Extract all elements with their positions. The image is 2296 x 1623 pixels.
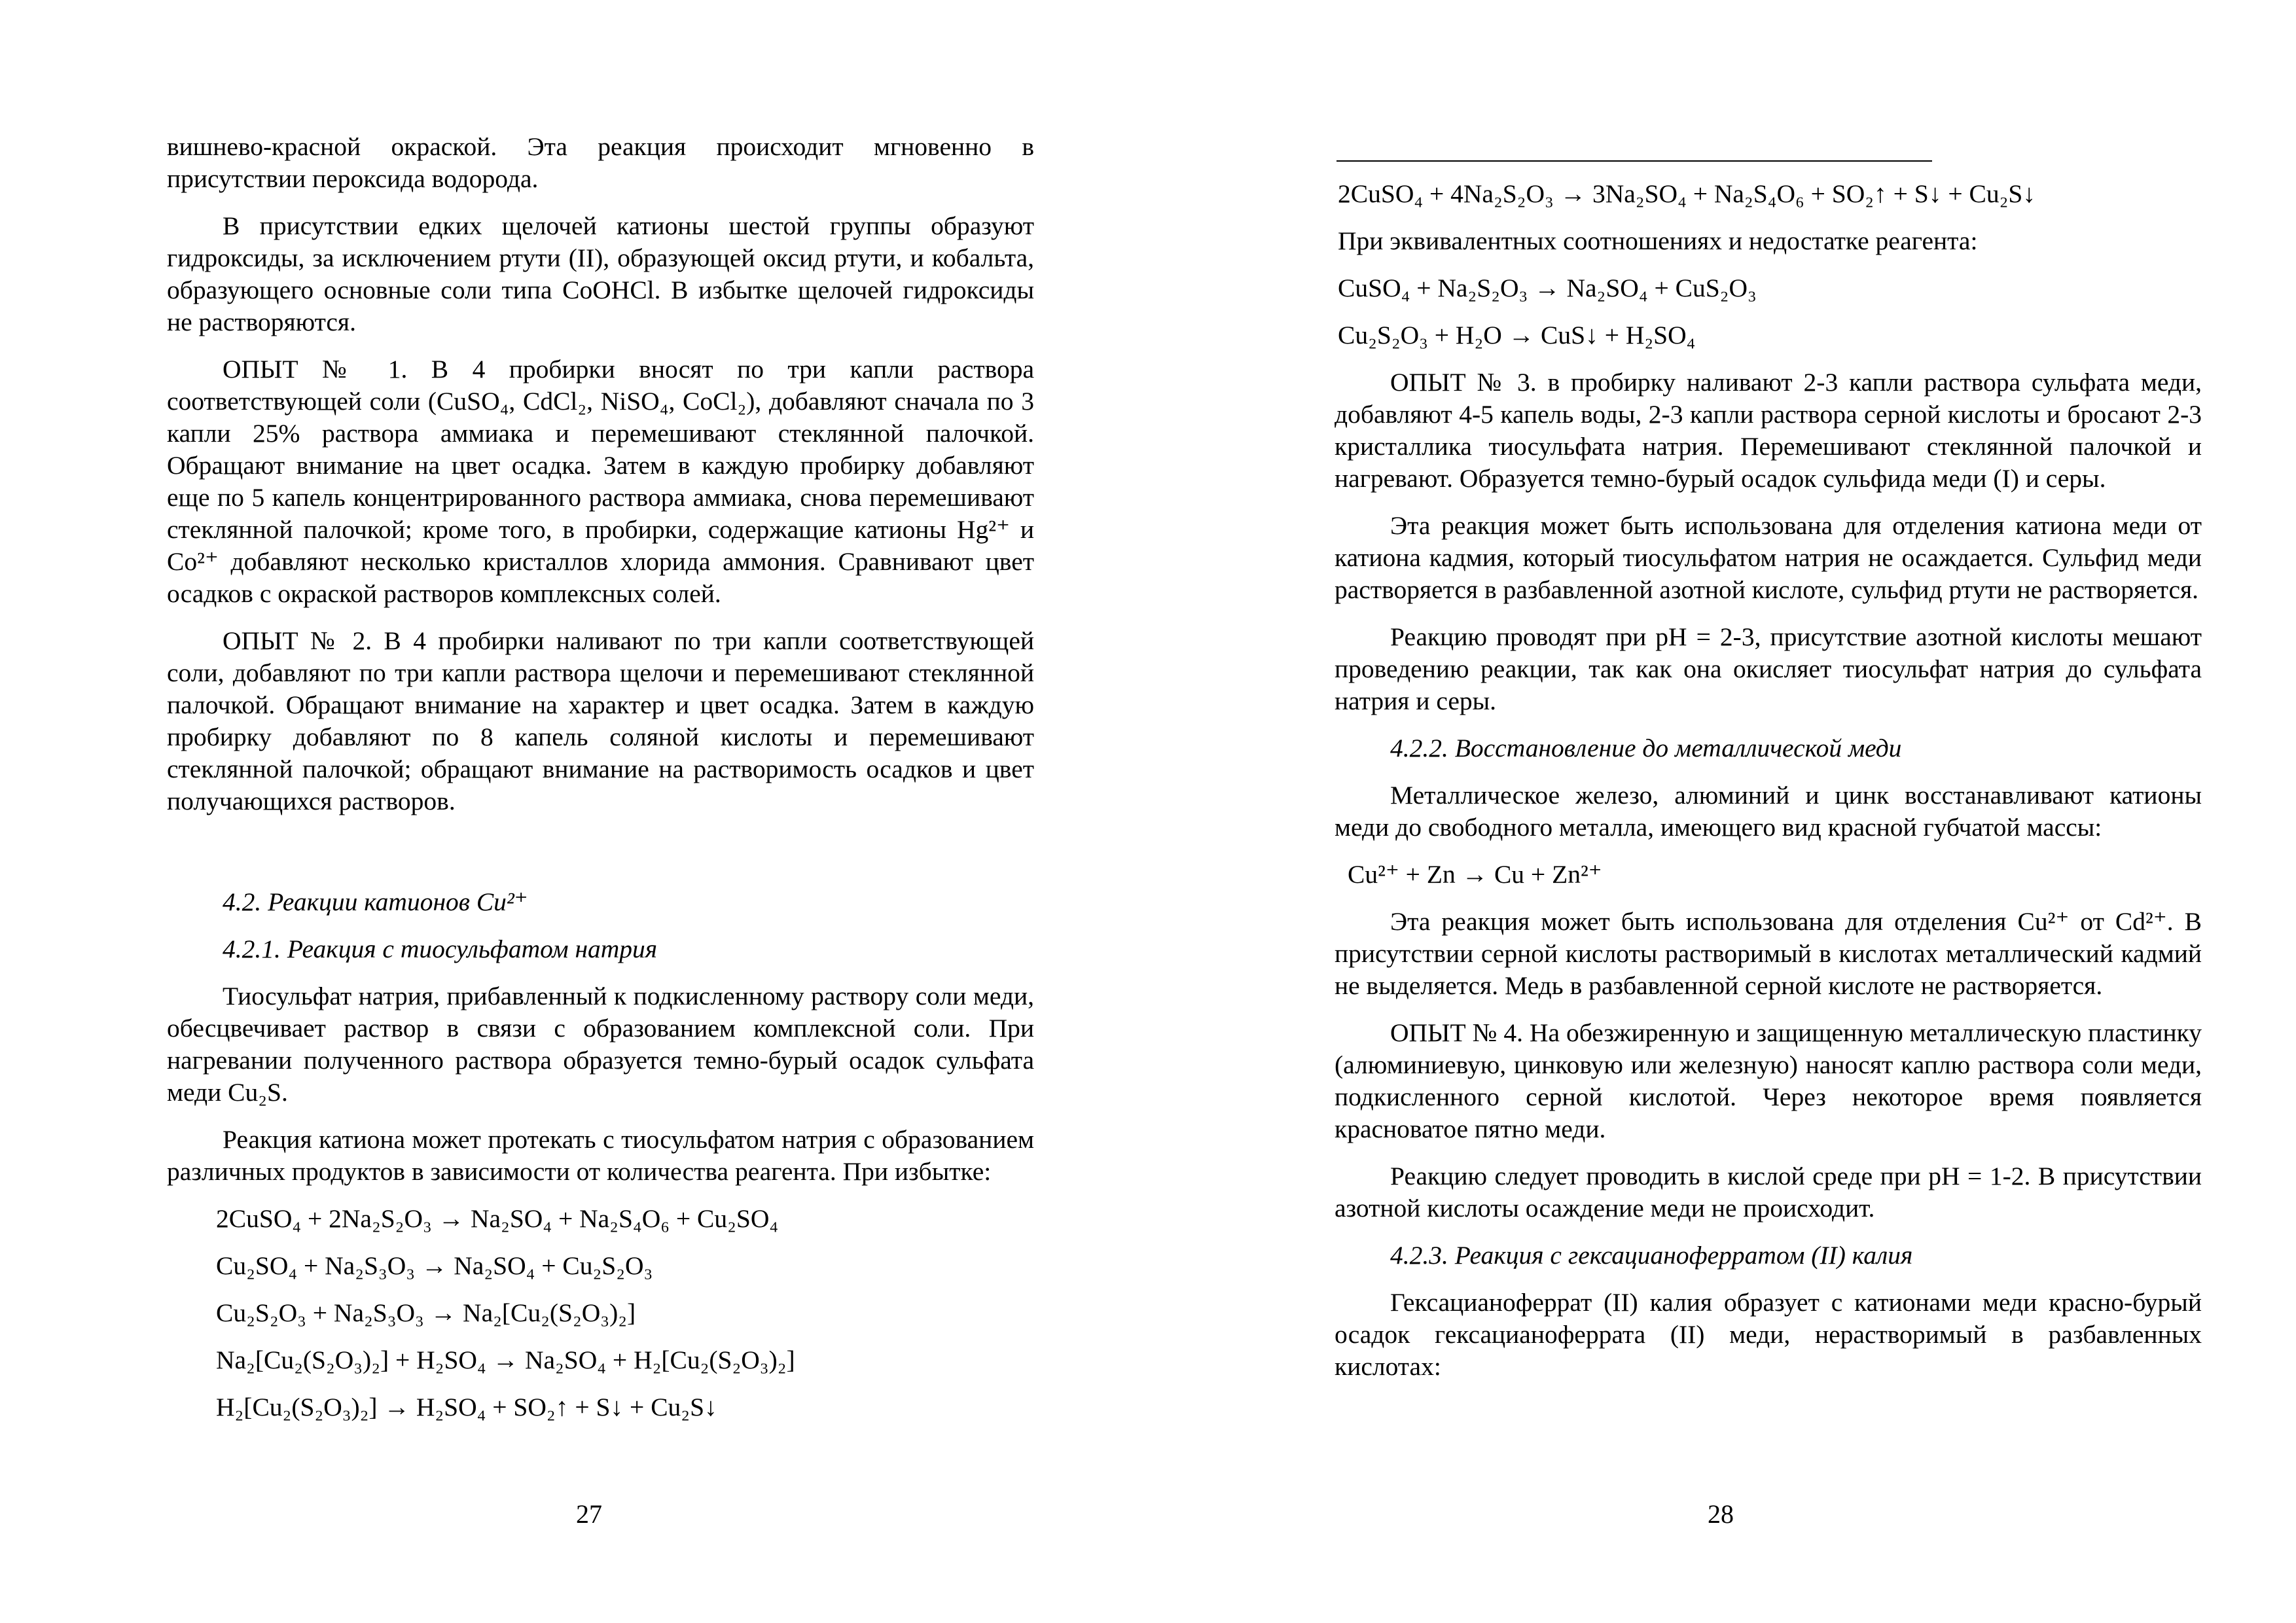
paragraph: Тиосульфат натрия, прибавленный к подкисленному раствору соли меди, обесцвечивает раствор в связи с образованием комплексной соли. При нагревании полученного раствора образуется темно-бурый осадок сульфата меди Cu₂S.	[167, 982, 1034, 1107]
paragraph: Гексацианоферрат (II) калия образует с катионами меди красно-бурый осадок гексацианоферрата (II) меди, нерастворимый в разбавленных кислотах:	[1335, 1288, 2202, 1381]
paragraph: вишнево-красной окраской. Эта реакция происходит мгновенно в присутствии пероксида водорода.	[167, 132, 1034, 193]
equation: 2CuSO₄ + 4Na₂S₂O₃ → 3Na₂SO₄ + Na₂S₄O₆ + SO₂↑ + S↓ + Cu₂S↓	[1338, 179, 2036, 208]
equation: CuSO₄ + Na₂S₂O₃ → Na₂SO₄ + CuS₂O₃	[1338, 274, 1757, 302]
equation: H₂[Cu₂(S₂O₃)₂] → H₂SO₄ + SO₂↑ + S↓ + Cu₂S↓	[216, 1393, 717, 1421]
paragraph: Металлическое железо, алюминий и цинк восстанавливают катионы меди до свободного металла, имеющего вид красной губчатой массы:	[1335, 781, 2202, 842]
equation: Cu₂S₂O₃ + Na₂S₃O₃ → Na₂[Cu₂(S₂O₃)₂]	[216, 1298, 636, 1327]
paragraph: Реакцию проводят при pH = 2-3, присутствие азотной кислоты мешают проведению реакции, так как она окисляет тиосульфат натрия до сульфата натрия и серы.	[1335, 622, 2202, 715]
equation: Cu²⁺ + Zn → Cu + Zn²⁺	[1348, 860, 1602, 889]
paragraph: Реакция катиона может протекать с тиосульфатом натрия с образованием различных продуктов в зависимости от количества реагента. При избытке:	[167, 1125, 1034, 1186]
paragraph: При эквивалентных соотношениях и недостатке реагента:	[1338, 226, 1978, 255]
subsection-heading: 4.2.3. Реакция с гексацианоферратом (II) калия	[1390, 1241, 1913, 1270]
equation: Cu₂SO₄ + Na₂S₃O₃ → Na₂SO₄ + Cu₂S₂O₃	[216, 1251, 653, 1280]
subsection-heading: 4.2.2. Восстановление до металлической меди	[1390, 734, 1902, 762]
right-page	[1148, 0, 2296, 1623]
paragraph: Реакцию следует проводить в кислой среде при pH = 1-2. В присутствии азотной кислоты осаждение меди не происходит.	[1335, 1162, 2202, 1222]
section-heading: 4.2. Реакции катионов Cu²⁺	[223, 887, 528, 916]
equation: 2CuSO₄ + 2Na₂S₂O₃ → Na₂SO₄ + Na₂S₄O₆ + Cu₂SO₄	[216, 1204, 779, 1233]
paragraph: ОПЫТ № 4. На обезжиренную и защищенную металлическую пластинку (алюминиевую, цинковую или железную) наносят каплю раствора соли меди, подкисленного серной кислотой. Через некоторое время появляется красноватое пятно меди.	[1335, 1018, 2202, 1143]
footnote-rule	[1336, 160, 1932, 162]
page-number: 28	[1708, 1499, 1734, 1529]
subsection-heading: 4.2.1. Реакция с тиосульфатом натрия	[223, 935, 658, 963]
right-text-column	[1335, 178, 2202, 1383]
page-number: 27	[576, 1499, 602, 1529]
paragraph: ОПЫТ № 3. в пробирку наливают 2-3 капли раствора сульфата меди, добавляют 4-5 капель воды, 2-3 капли раствора серной кислоты и бросают 2-3 кристаллика тиосульфата натрия. Перемешивают стеклянной палочкой и нагревают. Образуется темно-бурый осадок сульфида меди (I) и серы.	[1335, 368, 2202, 493]
paragraph: Эта реакция может быть использована для отделения катиона меди от катиона кадмия, который тиосульфатом натрия не осаждается. Сульфид меди растворяется в разбавленной азотной кислоте, сульфид ртути не растворяется.	[1335, 511, 2202, 604]
paragraph: ОПЫТ № 2. В 4 пробирки наливают по три капли соответствующей соли, добавляют по три капли раствора щелочи и перемешивают стеклянной палочкой. Обращают внимание на характер и цвет осадка. Затем в каждую пробирку добавляют по 8 капель соляной кислоты и перемешивают стеклянной палочкой; обращают внимание на растворимость осадков и цвет получающихся растворов.	[167, 626, 1034, 815]
paragraph: ОПЫТ № 1. В 4 пробирки вносят по три капли раствора соответствующей соли (CuSO₄, CdCl₂, NiSO₄, CoCl₂), добавляют сначала по 3 капли 25% раствора аммиака и перемешивают стеклянной палочкой. Обращают внимание на цвет осадка. Затем в каждую пробирку добавляют еще по 5 капель концентрированного раствора аммиака, снова перемешивают стеклянной палочкой; кроме того, в пробирки, содержащие катионы Hg²⁺ и Co²⁺ добавляют несколько кристаллов хлорида аммония. Сравнивают цвет осадков с окраской растворов комплексных солей.	[167, 355, 1034, 608]
paragraph: В присутствии едких щелочей катионы шестой группы образуют гидроксиды, за исключением ртути (II), образующей оксид ртути, и кобальта, образующего основные соли типа CoOHCl. В избытке щелочей гидроксиды не растворяются.	[167, 211, 1034, 336]
left-text-column	[167, 131, 1034, 1423]
paragraph: Эта реакция может быть использована для отделения Cu²⁺ от Cd²⁺. В присутствии серной кислоты растворимый в кислотах металлический кадмий не выделяется. Медь в разбавленной серной кислоте не растворяется.	[1335, 907, 2202, 1000]
equation: Cu₂S₂O₃ + H₂O → CuS↓ + H₂SO₄	[1338, 321, 1696, 349]
equation: Na₂[Cu₂(S₂O₃)₂] + H₂SO₄ → Na₂SO₄ + H₂[Cu₂(S₂O₃)₂]	[216, 1346, 795, 1374]
